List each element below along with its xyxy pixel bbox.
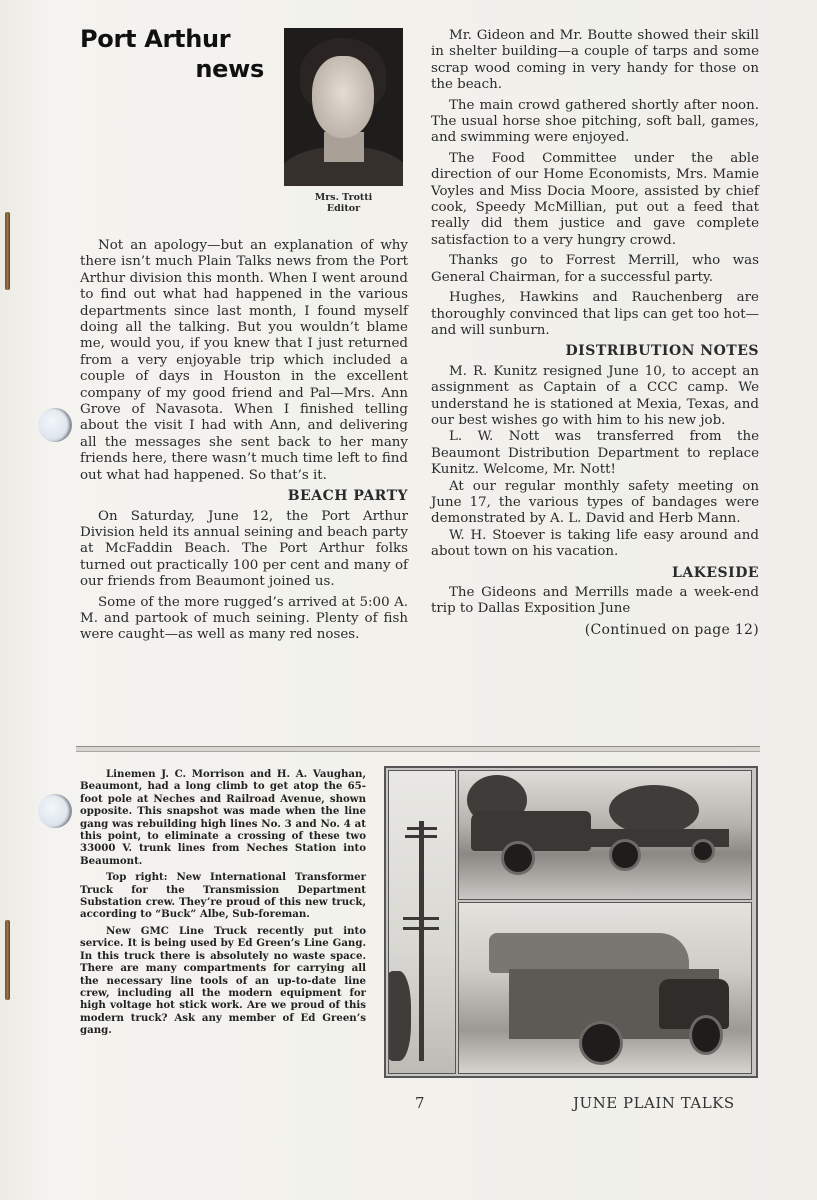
publication-name: JUNE PLAIN TALKS: [573, 1094, 735, 1112]
paragraph-gideons: The Gideons and Merrills made a week-end trip to Dallas Exposition June: [431, 585, 759, 617]
lakeside-heading: LAKESIDE: [671, 564, 759, 581]
paragraph-thanks: Thanks go to Forrest Merrill, who was General Chairman, for a successful party.: [431, 253, 759, 285]
masthead-subtitle: news: [195, 55, 264, 83]
masthead: [80, 24, 270, 84]
section-divider: [76, 746, 760, 752]
caption-gmc-truck: New GMC Line Truck recently put into service. It is being used by Ed Green’s Line Gang. In this truck there is absolutely no waste space. There are many compartments for carrying all the necessary line tools of an up-to-date line crew, including all the modern equipment for high voltage hot stick work. Are we proud of this modern truck? Ask any member of Ed Green’s gang.: [80, 924, 366, 1037]
editor-portrait-image: [284, 28, 403, 186]
distribution-notes-heading: DISTRIBUTION NOTES: [565, 343, 759, 360]
editor-caption: [284, 192, 403, 214]
masthead-title: Port Arthur: [80, 25, 231, 53]
paragraph-shelter: Mr. Gideon and Mr. Boutte showed their skill in shelter building—a couple of tarps and some scrap wood coming in very handy for those on the beach.: [431, 28, 759, 93]
continued-notice: (Continued on page 12): [584, 621, 759, 638]
binding-hole-bottom: [38, 794, 72, 828]
binding-hole-top: [38, 408, 72, 442]
left-column: [80, 238, 408, 644]
paragraph-food-committee: The Food Committee under the able direction of our Home Economists, Mrs. Mamie Voyles and Miss Docia Moore, assisted by chief cook, Speedy McMillian, put out a feed that really did them justice and gave complete satisfaction to a very hungry crowd.: [431, 150, 759, 248]
page-number: 7: [415, 1094, 426, 1112]
editor-role: Editor: [326, 203, 361, 214]
staple-bottom: [5, 920, 10, 1000]
right-column: [431, 28, 759, 642]
editor-photo-block: [284, 28, 403, 214]
transformer-truck-photo: [458, 770, 752, 900]
beach-paragraph-1: On Saturday, June 12, the Port Arthur Division held its annual seining and beach party at McFaddin Beach. The Port Arthur folks turned out practically 100 per cent and many of our friends from Beaumont joined us.: [80, 508, 408, 590]
editor-name: Mrs. Trotti: [314, 192, 373, 203]
gmc-line-truck-photo: [458, 902, 752, 1074]
paragraph-kunitz: M. R. Kunitz resigned June 10, to accept an assignment as Captain of a CCC camp. We understand he is stationed at Mexia, Texas, and our best wishes go with him to his new job.: [431, 363, 759, 428]
paragraph-safety-meeting: At our regular monthly safety meeting on June 17, the various types of bandages were demonstrated by A. L. David and Herb Mann.: [431, 478, 759, 527]
beach-paragraph-2: Some of the more rugged’s arrived at 5:00 A. M. and partook of much seining. Plenty of fish were caught—as well as many red noses.: [80, 594, 408, 643]
paragraph-crowd: The main crowd gathered shortly after noon. The usual horse shoe pitching, soft ball, games, and swimming were enjoyed.: [431, 97, 759, 146]
caption-transformer-truck: Top right: New International Transformer Truck for the Transmission Department Substation crew. They’re proud of this new truck, according to “Buck” Albe, Sub-foreman.: [80, 871, 366, 921]
photo-captions: [80, 768, 366, 1041]
paragraph-sunburn: Hughes, Hawkins and Rauchenberg are thoroughly convinced that lips can get too hot—and will sunburn.: [431, 290, 759, 338]
paragraph-nott: L. W. Nott was transferred from the Beaumont Distribution Department to replace Kunitz. Welcome, Mr. Nott!: [431, 429, 759, 478]
intro-paragraph: Not an apology—but an explanation of why there isn’t much Plain Talks news from the Port Arthur division this month. When I went around to find out what had happened in the various departments since last month, I found myself doing all the talking. But you wouldn’t blame me, would you, if you knew that I just returned from a very enjoyable trip which included a couple of days in Houston in the excellent company of my good friend and Pal—Mrs. Ann Grove of Navasota. When I finished telling about the visit I had with Ann, and delivering all the messages she sent back to her many friends here, there wasn’t much time left to find out what had happened. So that’s it.: [80, 238, 408, 483]
caption-pole: Linemen J. C. Morrison and H. A. Vaughan, Beaumont, had a long climb to get atop the 65-foot pole at Neches and Railroad Avenue, shown opposite. This snapshot was made when the line gang was rebuilding high lines No. 3 and No. 4 at this point, to eliminate a crossing of these two 33000 V. trunk lines from Neches Station into Beaumont.: [80, 768, 366, 867]
photo-collage: [384, 766, 758, 1078]
utility-pole-photo: [388, 770, 456, 1074]
beach-party-heading: BEACH PARTY: [287, 488, 408, 505]
staple-top: [5, 212, 10, 290]
paragraph-stoever: W. H. Stoever is taking life easy around and about town on his vacation.: [431, 527, 759, 560]
